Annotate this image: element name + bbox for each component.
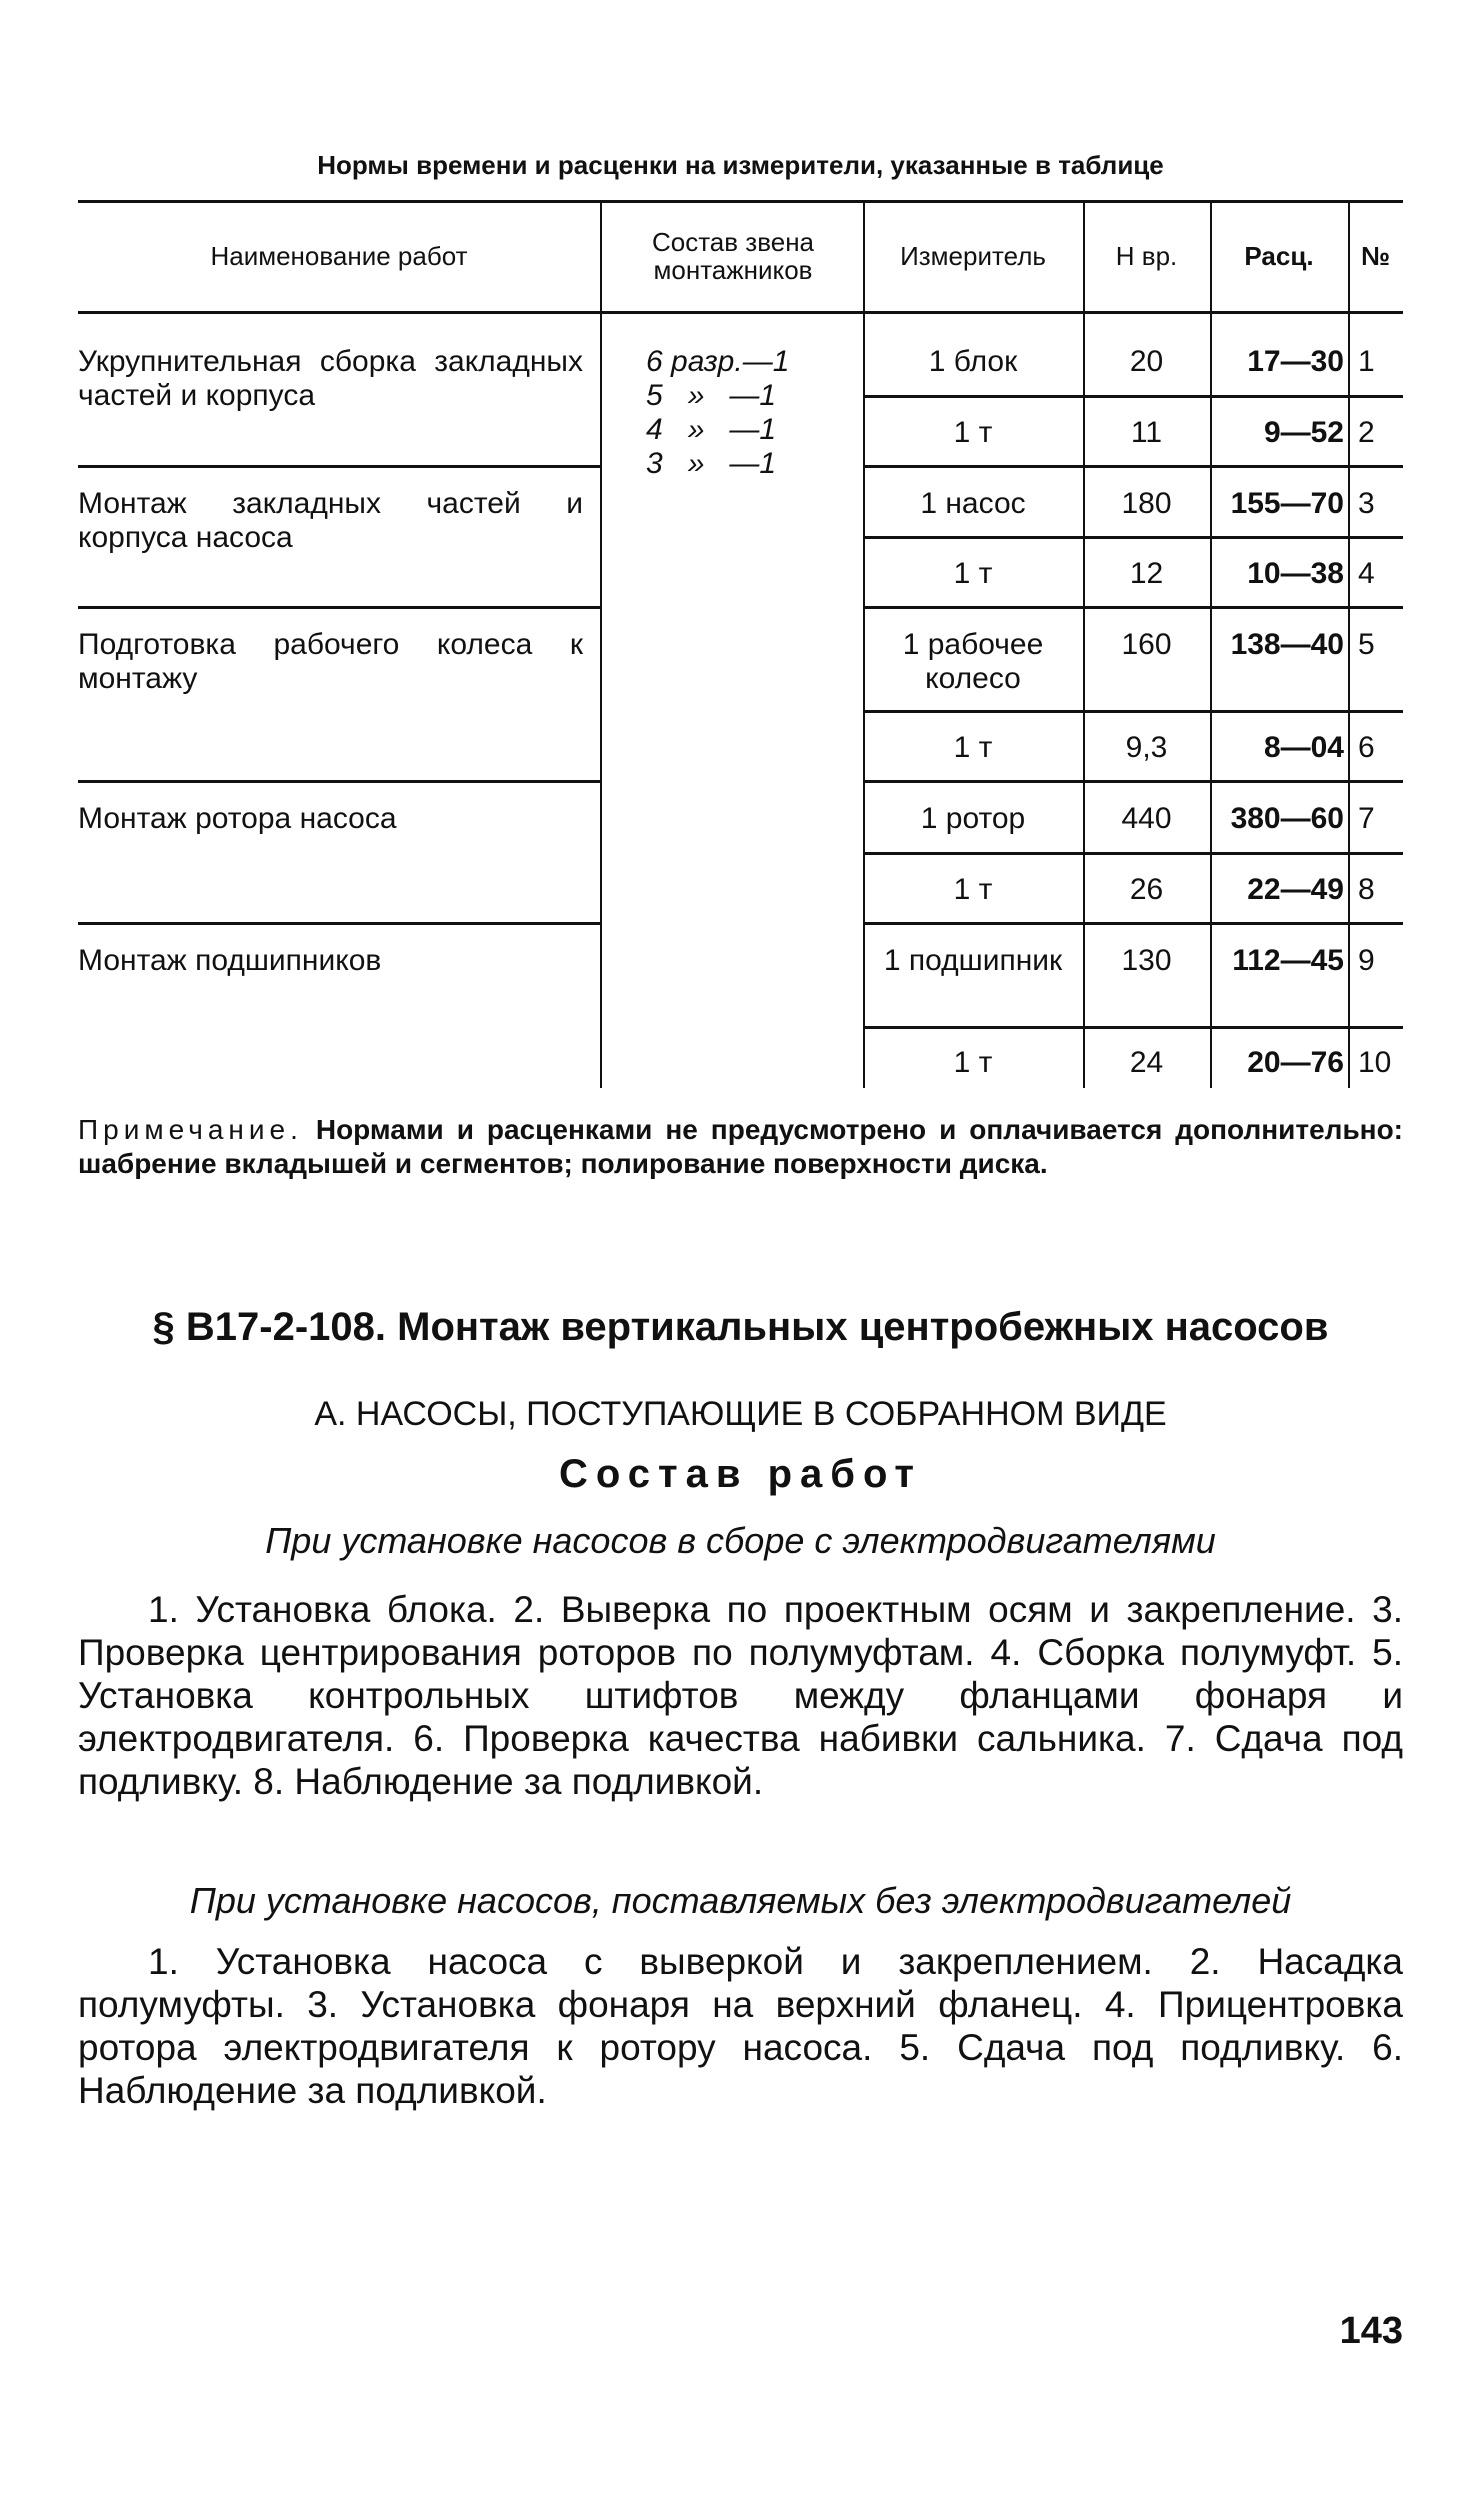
row-rule: [863, 536, 1403, 539]
header-bottom-rule: [78, 311, 1403, 314]
row-hours: 26: [1129, 873, 1164, 906]
row-number: 7: [1358, 802, 1375, 835]
row-number: 1: [1358, 345, 1375, 378]
row-number: 2: [1358, 416, 1375, 449]
row-rule: [863, 606, 1403, 609]
row-rule: [863, 710, 1403, 713]
crew-composition: [646, 345, 789, 481]
row-rule: [863, 1026, 1403, 1029]
row-rule: [78, 780, 600, 783]
row-measure: 1 т: [953, 731, 993, 764]
case2-text: 1. Установка насоса с выверкой и закреплением. 2. Насадка полумуфты. 3. Установка фонаря на верхний фланец. 4. Прицентровка ротора электродвигателя к ротору насоса. 5. Сдача под подливку. 6. Наблюдение за подливкой.: [78, 1941, 1403, 2111]
row-number: 6: [1358, 731, 1375, 764]
header-number: №: [1361, 241, 1390, 271]
row-number: 4: [1358, 557, 1375, 590]
work-name: Монтаж закладных частей и корпуса насоса: [78, 487, 583, 554]
row-measure: 1 рабочее колесо: [902, 628, 1044, 695]
row-rate: 155—70: [1230, 487, 1344, 520]
crew-line: 4 » —1: [646, 413, 777, 446]
crew-line: 5 » —1: [646, 379, 777, 412]
row-hours: 9,3: [1125, 731, 1168, 764]
crew-line: 6 разр.—1: [646, 345, 790, 378]
table-top-rule: [78, 200, 1403, 203]
row-measure: 1 т: [953, 416, 993, 449]
row-number: 10: [1358, 1046, 1392, 1079]
row-number: 9: [1358, 944, 1375, 977]
row-measure: 1 блок: [928, 345, 1018, 378]
row-rate: 10—38: [1247, 557, 1344, 590]
subsection-title: А. НАСОСЫ, ПОСТУПАЮЩИЕ В СОБРАННОМ ВИДЕ: [314, 1395, 1167, 1433]
row-rule: [78, 465, 600, 468]
row-rule: [78, 922, 600, 925]
row-rule: [863, 395, 1403, 398]
row-measure: 1 насос: [920, 487, 1026, 520]
row-hours: 180: [1121, 487, 1172, 520]
row-measure: 1 подшипник: [883, 944, 1063, 977]
row-hours: 12: [1129, 557, 1164, 590]
row-rate: 20—76: [1247, 1046, 1344, 1079]
row-rate: 9—52: [1263, 416, 1344, 449]
row-hours: 24: [1129, 1046, 1164, 1079]
case1-text: 1. Установка блока. 2. Выверка по проектным осям и закрепление. 3. Проверка центрирования роторов по полумуфтам. 4. Сборка полумуфт. 5. Установка контрольных штифтов между фланцами фонаря и электродвигателя. 6. Проверка качества набивки сальника. 7. Сдача под подливку. 8. Наблюдение за подливкой.: [78, 1589, 1403, 1802]
column-rule: [600, 200, 602, 1088]
column-rule: [1348, 200, 1350, 1088]
row-rule: [863, 465, 1403, 468]
header-hours: Н вр.: [1115, 241, 1178, 271]
work-name: Монтаж подшипников: [78, 944, 382, 977]
row-rule: [78, 606, 600, 609]
row-rate: 8—04: [1263, 731, 1344, 764]
row-hours: 160: [1121, 628, 1172, 661]
row-rate: 138—40: [1230, 628, 1344, 661]
page-number: 143: [1339, 2310, 1403, 2352]
row-rule: [863, 922, 1403, 925]
header-measure: Измеритель: [900, 241, 1046, 271]
case2-heading: При установке насосов, поставляемых без электродвигателей: [189, 1880, 1292, 1921]
note-label: Примечание.: [78, 1114, 303, 1145]
row-rule: [863, 780, 1403, 783]
crew-line: 3 » —1: [646, 447, 777, 480]
section-title: § В17-2-108. Монтаж вертикальных центробежных насосов: [152, 1305, 1329, 1349]
row-hours: 130: [1121, 944, 1172, 977]
row-rate: 22—49: [1247, 873, 1344, 906]
row-measure: 1 т: [953, 873, 993, 906]
row-number: 8: [1358, 873, 1375, 906]
row-measure: 1 т: [953, 1046, 993, 1079]
header-crew: Состав звена монтажников: [651, 227, 815, 285]
table-title: Нормы времени и расценки на измерители, указанные в таблице: [317, 150, 1164, 180]
works-title: Состав работ: [559, 1452, 922, 1496]
note-text: Нормами и расценками не предусмотрено и оплачивается дополнительно: шабрение вкладышей и сегментов; полирование поверхности диска.: [78, 1114, 1404, 1179]
row-rate: 380—60: [1230, 802, 1344, 835]
row-rate: 112—45: [1232, 944, 1344, 977]
row-hours: 11: [1130, 416, 1163, 449]
header-rate: Расц.: [1244, 241, 1314, 271]
case1-heading: При установке насосов в сборе с электродвигателями: [265, 1520, 1216, 1561]
row-number: 5: [1358, 628, 1375, 661]
row-measure: 1 т: [953, 557, 993, 590]
row-hours: 440: [1121, 802, 1172, 835]
row-rule: [863, 852, 1403, 855]
work-name: Укрупнительная сборка закладных частей и корпуса: [78, 345, 583, 412]
row-hours: 20: [1129, 345, 1164, 378]
row-measure: 1 ротор: [920, 802, 1026, 835]
row-number: 3: [1358, 487, 1375, 520]
work-name: Подготовка рабочего колеса к монтажу: [78, 628, 583, 695]
work-name: Монтаж ротора насоса: [78, 802, 397, 835]
header-name: Наименование работ: [210, 241, 468, 271]
table-note: [78, 1113, 1403, 1181]
row-rate: 17—30: [1247, 345, 1344, 378]
